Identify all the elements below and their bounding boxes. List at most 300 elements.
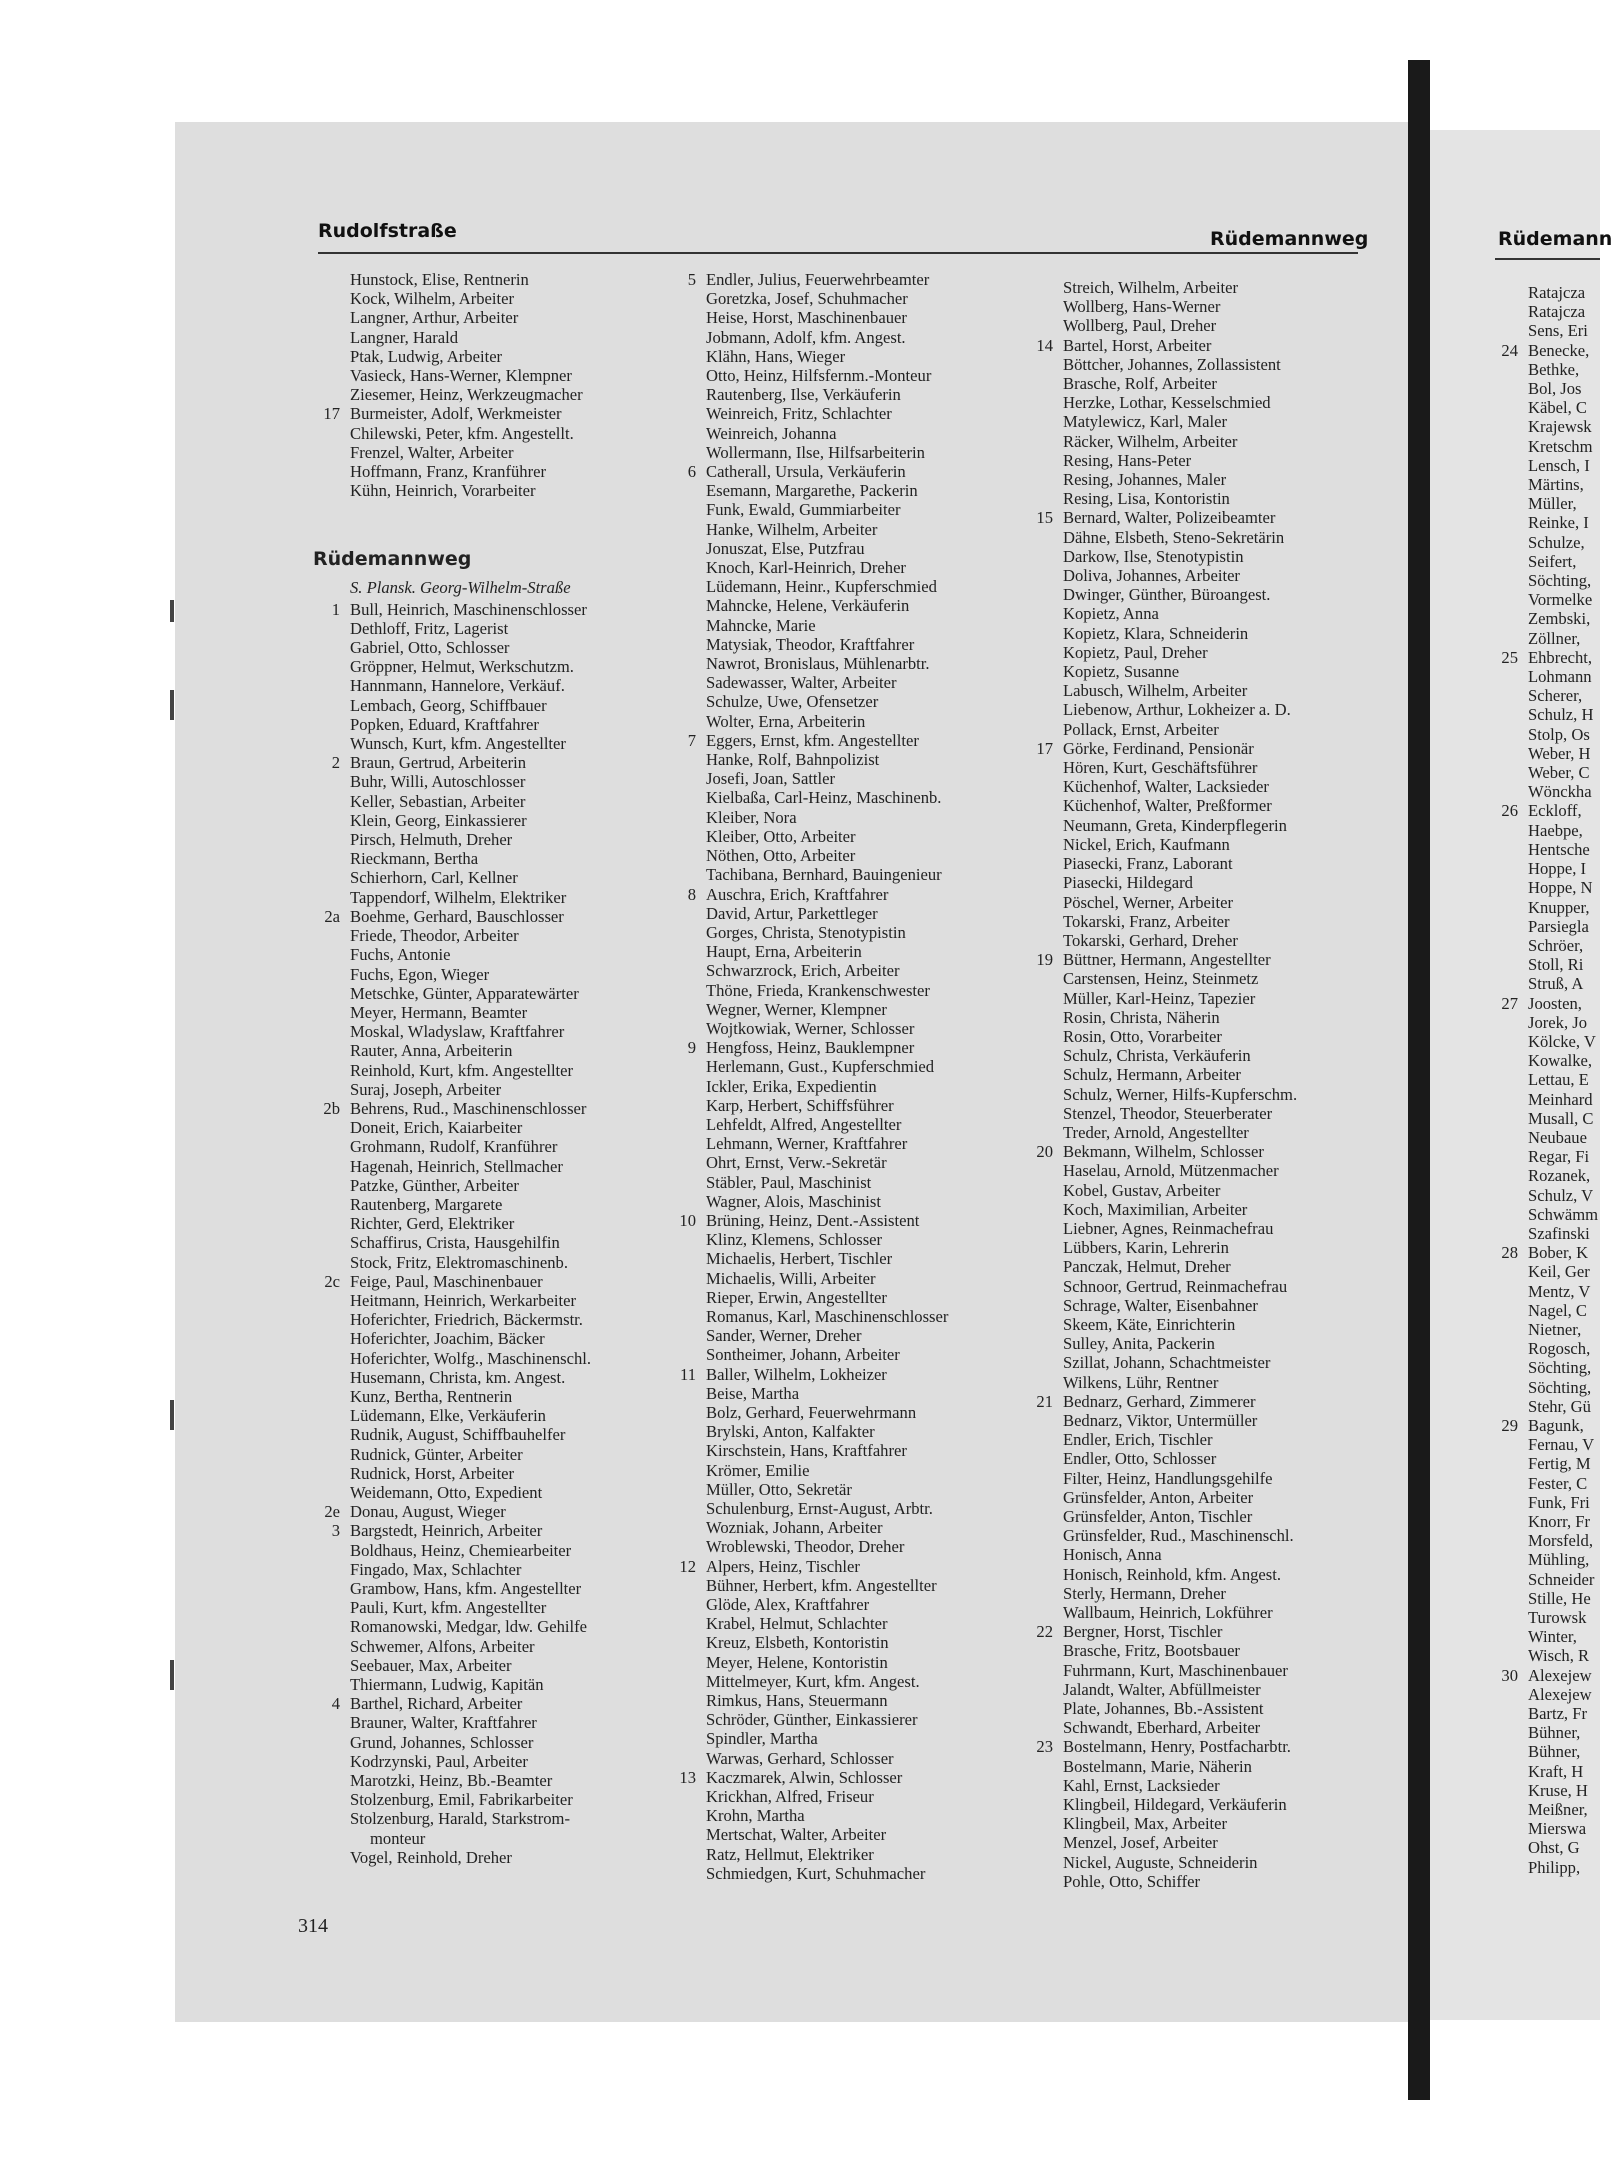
- resident-text: Filter, Heinz, Handlungsgehilfe: [1063, 1468, 1273, 1488]
- directory-entry: [1528, 1454, 1600, 1473]
- resident-text: Eggers, Ernst, kfm. Angestellter: [706, 730, 919, 750]
- directory-entry: [324, 1271, 650, 1291]
- resident-text: Lohmann: [1528, 667, 1592, 687]
- resident-text: Hanke, Wilhelm, Arbeiter: [706, 519, 878, 539]
- resident-text: Käbel, C: [1528, 398, 1587, 418]
- directory-entry: [1063, 1584, 1363, 1603]
- house-number: 30: [1501, 1665, 1518, 1685]
- directory-entry: [1063, 1008, 1363, 1027]
- directory-entry: [687, 730, 1006, 750]
- resident-text: Schwandt, Eberhard, Arbeiter: [1063, 1718, 1261, 1738]
- resident-text: Kopietz, Paul, Dreher: [1063, 642, 1208, 662]
- resident-text: Tokarski, Franz, Arbeiter: [1063, 911, 1230, 931]
- house-number: 25: [1501, 647, 1518, 667]
- directory-entry: [331, 1521, 650, 1541]
- resident-text: Herlemann, Gust., Kupferschmied: [706, 1057, 935, 1077]
- house-number: 22: [1036, 1622, 1053, 1642]
- directory-entry: [706, 558, 1006, 577]
- directory-entry: [350, 1041, 650, 1060]
- resident-text: Chilewski, Peter, kfm. Angestellt.: [350, 423, 574, 443]
- resident-text: Rautenberg, Margarete: [350, 1194, 503, 1214]
- directory-entry: [1528, 1090, 1600, 1109]
- directory-entry: [706, 596, 1006, 615]
- resident-text: Haebpe,: [1528, 820, 1583, 840]
- header-next-page: Rüdemann: [1498, 228, 1612, 250]
- resident-text: Wozniak, Johann, Arbeiter: [706, 1518, 883, 1538]
- directory-entry: [350, 1061, 650, 1080]
- directory-entry: [706, 865, 1006, 884]
- resident-text: Mertschat, Walter, Arbeiter: [706, 1825, 887, 1845]
- resident-text: Kowalke,: [1528, 1051, 1593, 1071]
- directory-entry: [706, 1019, 1006, 1038]
- resident-text: Kielbaßa, Carl-Heinz, Maschinenb.: [706, 788, 942, 808]
- directory-entry: [350, 1541, 650, 1560]
- resident-text: Schröer,: [1528, 935, 1584, 955]
- directory-entry: [1063, 681, 1363, 700]
- resident-text: Kruse, H: [1528, 1780, 1588, 1800]
- resident-text: Müller,: [1528, 494, 1577, 514]
- directory-entry: [350, 1349, 650, 1368]
- resident-text: Müller, Otto, Sekretär: [706, 1479, 852, 1499]
- directory-entry: [350, 811, 650, 830]
- directory-entry: [350, 1790, 650, 1809]
- resident-text: Bekmann, Wilhelm, Schlosser: [1063, 1142, 1264, 1162]
- resident-text: Krabel, Helmut, Schlachter: [706, 1614, 888, 1634]
- directory-entry: [1063, 1661, 1363, 1680]
- directory-entry: [324, 906, 650, 926]
- resident-text: Labusch, Wilhelm, Arbeiter: [1063, 681, 1248, 701]
- resident-text: Kock, Wilhelm, Arbeiter: [350, 289, 515, 309]
- resident-text: Herzke, Lothar, Kesselschmied: [1063, 393, 1271, 413]
- directory-entry: [706, 654, 1006, 673]
- resident-text: Schaffirus, Crista, Hausgehilfin: [350, 1233, 560, 1253]
- resident-text: Kraft, H: [1528, 1761, 1584, 1781]
- house-number: 2b: [323, 1098, 340, 1118]
- directory-entry: [350, 638, 650, 657]
- resident-text: Bostelmann, Henry, Postfacharbtr.: [1063, 1737, 1291, 1757]
- directory-entry: [350, 1080, 650, 1099]
- resident-text: Hoferichter, Friedrich, Bäckermstr.: [350, 1310, 583, 1330]
- directory-entry: [1063, 1565, 1363, 1584]
- directory-entry: [1063, 854, 1363, 873]
- directory-entry: [1036, 1391, 1363, 1411]
- directory-entry: [1528, 571, 1600, 590]
- resident-text: Rudnik, August, Schiffbauhelfer: [350, 1425, 566, 1445]
- resident-text: Wallbaum, Heinrich, Lokführer: [1063, 1603, 1273, 1623]
- directory-entry: [1528, 1128, 1600, 1147]
- directory-entry: [706, 1115, 1006, 1134]
- resident-text: Dähne, Elsbeth, Steno-Sekretärin: [1063, 527, 1285, 547]
- book-gutter: [1408, 60, 1430, 2100]
- directory-entry: [350, 1406, 650, 1425]
- directory-entry: [1528, 1166, 1600, 1185]
- resident-text: Schmiedgen, Kurt, Schuhmacher: [706, 1863, 926, 1883]
- directory-entry: [350, 308, 650, 327]
- directory-entry: [706, 635, 1006, 654]
- resident-text: Hoffmann, Franz, Kranführer: [350, 462, 546, 482]
- directory-entry: [1528, 1205, 1600, 1224]
- directory-entry: [1063, 393, 1363, 412]
- directory-entry: [1063, 873, 1363, 892]
- house-number: 1: [331, 599, 340, 619]
- directory-entry: [1063, 624, 1363, 643]
- directory-entry: [1063, 316, 1363, 335]
- directory-entry: [706, 981, 1006, 1000]
- resident-text: Karp, Herbert, Schiffsführer: [706, 1095, 894, 1115]
- resident-text: Fingado, Max, Schlachter: [350, 1559, 522, 1579]
- resident-text: Bethke,: [1528, 359, 1580, 379]
- directory-entry: [350, 1425, 650, 1444]
- directory-entry: [706, 1537, 1006, 1556]
- resident-text: Ptak, Ludwig, Arbeiter: [350, 346, 503, 366]
- resident-text: Kodrzynski, Paul, Arbeiter: [350, 1751, 528, 1771]
- directory-entry: [706, 1576, 1006, 1595]
- house-number: 23: [1036, 1737, 1053, 1757]
- resident-text: Wollberg, Hans-Werner: [1063, 297, 1221, 317]
- resident-text: Bühner,: [1528, 1723, 1581, 1743]
- directory-entry: [323, 404, 650, 424]
- directory-entry: [706, 308, 1006, 327]
- resident-text: Brasche, Rolf, Arbeiter: [1063, 374, 1217, 394]
- resident-text: Patzke, Günther, Arbeiter: [350, 1175, 519, 1195]
- directory-entry: [1528, 1474, 1600, 1493]
- resident-text: Ohst, G: [1528, 1838, 1580, 1858]
- resident-text: Fuchs, Egon, Wieger: [350, 964, 490, 984]
- resident-text: Rosin, Otto, Vorarbeiter: [1063, 1026, 1222, 1046]
- directory-entry: [350, 1598, 650, 1617]
- resident-text: Stock, Fritz, Elektromaschinenb.: [350, 1252, 568, 1272]
- resident-text: Grünsfelder, Anton, Tischler: [1063, 1507, 1253, 1526]
- directory-entry: [1528, 1608, 1600, 1627]
- directory-entry: [687, 462, 1006, 482]
- resident-text: Brauner, Walter, Kraftfahrer: [350, 1713, 537, 1733]
- directory-entry: [687, 884, 1006, 904]
- directory-entry: [1063, 1430, 1363, 1449]
- directory-entry: [706, 750, 1006, 769]
- resident-text: Mühling,: [1528, 1550, 1590, 1570]
- resident-text: Funk, Ewald, Gummiarbeiter: [706, 500, 901, 520]
- resident-text: Kahl, Ernst, Lacksieder: [1063, 1775, 1220, 1795]
- resident-text: Krömer, Emilie: [706, 1460, 810, 1480]
- house-number: 5: [687, 270, 696, 289]
- resident-text: Sadewasser, Walter, Arbeiter: [706, 673, 897, 693]
- directory-entry: [679, 1767, 1006, 1787]
- resident-text: Hören, Kurt, Geschäftsführer: [1063, 758, 1258, 778]
- house-number: 13: [679, 1767, 696, 1787]
- directory-entry: [1528, 1339, 1600, 1358]
- resident-text: Vasieck, Hans-Werner, Klempner: [350, 366, 572, 386]
- directory-entry: [706, 347, 1006, 366]
- resident-text: Richter, Gerd, Elektriker: [350, 1214, 515, 1234]
- directory-entry: [1063, 470, 1363, 489]
- directory-entry: [1063, 1027, 1363, 1046]
- resident-text: Burmeister, Adolf, Werkmeister: [350, 404, 562, 424]
- directory-entry: [1063, 1161, 1363, 1180]
- directory-entry: [706, 846, 1006, 865]
- resident-text: Lettau, E: [1528, 1070, 1589, 1090]
- resident-text: Alexejew: [1528, 1684, 1592, 1704]
- directory-entry: [1501, 1665, 1600, 1685]
- resident-text: Knorr, Fr: [1528, 1512, 1591, 1531]
- directory-entry: [331, 1694, 650, 1714]
- directory-entry: [706, 539, 1006, 558]
- directory-entry: [1528, 1781, 1600, 1800]
- directory-entry: [1528, 782, 1600, 801]
- resident-text: Rogosch,: [1528, 1339, 1591, 1359]
- directory-entry: [350, 328, 650, 347]
- resident-text: Resing, Johannes, Maler: [1063, 470, 1227, 490]
- resident-text: Küchenhof, Walter, Preßformer: [1063, 796, 1272, 816]
- directory-entry: [706, 1173, 1006, 1192]
- directory-entry: [706, 1230, 1006, 1249]
- directory-entry: [1063, 1085, 1363, 1104]
- resident-text: Rieckmann, Bertha: [350, 849, 479, 869]
- resident-text: Behrens, Rud., Maschinenschlosser: [350, 1098, 587, 1118]
- resident-text: Lehmann, Werner, Kraftfahrer: [706, 1134, 908, 1154]
- directory-entry: [1063, 1257, 1363, 1276]
- directory-entry: [1528, 1358, 1600, 1377]
- directory-entry: [706, 1595, 1006, 1614]
- directory-entry: [680, 1364, 1006, 1384]
- resident-text: Schulz, Werner, Hilfs-Kupferschm.: [1063, 1084, 1298, 1104]
- directory-entry: [350, 1771, 650, 1790]
- resident-text: Rimkus, Hans, Steuermann: [706, 1691, 888, 1711]
- directory-entry: [350, 578, 650, 597]
- directory-entry: [1528, 1224, 1600, 1243]
- directory-entry: [1063, 1123, 1363, 1142]
- column-1: [313, 270, 650, 1867]
- house-number: 17: [1036, 738, 1053, 758]
- house-number: 2c: [324, 1271, 340, 1291]
- resident-text: Schulz, V: [1528, 1185, 1594, 1205]
- resident-text: Nöthen, Otto, Arbeiter: [706, 846, 856, 866]
- directory-entry: [687, 270, 1006, 289]
- directory-entry: [1063, 1046, 1363, 1065]
- house-number: 8: [687, 884, 696, 904]
- directory-entry: [1528, 1301, 1600, 1320]
- resident-text: Otto, Heinz, Hilfsfernm.-Monteur: [706, 366, 932, 386]
- resident-text: Hentsche: [1528, 839, 1590, 859]
- resident-text: Feige, Paul, Maschinenbauer: [350, 1271, 543, 1291]
- resident-text: Schulenburg, Ernst-August, Arbtr.: [706, 1499, 933, 1518]
- directory-entry: [350, 385, 650, 404]
- resident-text: Hoferichter, Wolfg., Maschinenschl.: [350, 1348, 591, 1368]
- resident-text: Thiermann, Ludwig, Kapitän: [350, 1675, 544, 1695]
- directory-entry: [350, 1656, 650, 1675]
- directory-entry: [350, 481, 650, 500]
- resident-text: Ehbrecht,: [1528, 647, 1593, 667]
- resident-text: Klähn, Hans, Wieger: [706, 346, 846, 366]
- directory-entry: [706, 424, 1006, 443]
- directory-entry: [1063, 1853, 1363, 1872]
- resident-text: Ratz, Hellmut, Elektriker: [706, 1844, 874, 1864]
- resident-text: Moskal, Wladyslaw, Kraftfahrer: [350, 1022, 565, 1042]
- directory-entry: [350, 289, 650, 308]
- resident-text: Matysiak, Theodor, Kraftfahrer: [706, 634, 915, 654]
- directory-entry: [706, 366, 1006, 385]
- directory-entry: [1063, 1545, 1363, 1564]
- resident-text: Jorek, Jo: [1528, 1012, 1587, 1032]
- house-number: 19: [1036, 950, 1053, 970]
- resident-text: Michaelis, Herbert, Tischler: [706, 1249, 893, 1269]
- house-number: 11: [680, 1364, 696, 1384]
- directory-entry: [706, 788, 1006, 807]
- resident-text: Bober, K: [1528, 1243, 1589, 1263]
- directory-entry: [1063, 566, 1363, 585]
- resident-text: Mahncke, Helene, Verkäuferin: [706, 596, 910, 616]
- resident-text: Knupper,: [1528, 897, 1590, 917]
- resident-text: Seifert,: [1528, 551, 1577, 571]
- resident-text: Menzel, Josef, Arbeiter: [1063, 1833, 1218, 1853]
- resident-text: Vormelke: [1528, 590, 1593, 610]
- resident-text: Hoppe, I: [1528, 859, 1587, 879]
- section-heading: Rüdemannweg: [313, 548, 472, 571]
- resident-text: Keller, Sebastian, Arbeiter: [350, 791, 526, 811]
- resident-text: Grünsfelder, Anton, Arbeiter: [1063, 1487, 1254, 1507]
- directory-entry: [706, 1153, 1006, 1172]
- resident-text: Bühner, Herbert, kfm. Angestellter: [706, 1575, 937, 1595]
- directory-entry: [1063, 1488, 1363, 1507]
- directory-entry: [1063, 1373, 1363, 1392]
- directory-entry: [706, 1633, 1006, 1652]
- directory-entry: [706, 1710, 1006, 1729]
- header-left: Rudolfstraße: [318, 220, 457, 242]
- directory-entry: [1063, 1641, 1363, 1660]
- resident-text: Grambow, Hans, kfm. Angestellter: [350, 1579, 582, 1598]
- resident-text: Lehfeldt, Alfred, Angestellter: [706, 1114, 902, 1134]
- directory-entry: [1063, 1699, 1363, 1718]
- directory-entry: [706, 769, 1006, 788]
- directory-entry: [1063, 1277, 1363, 1296]
- directory-entry: [1036, 1737, 1363, 1757]
- resident-text: Szafinski: [1528, 1223, 1590, 1243]
- directory-entry: [1528, 302, 1600, 321]
- directory-entry: [706, 1422, 1006, 1441]
- directory-entry: [1063, 912, 1363, 931]
- resident-text: Stolzenburg, Harald, Starkstrom-: [350, 1809, 570, 1829]
- resident-text: Seebauer, Max, Arbeiter: [350, 1655, 512, 1675]
- directory-entry: [1063, 1219, 1363, 1238]
- house-number: 12: [679, 1556, 696, 1576]
- directory-entry: [350, 945, 650, 964]
- resident-text: Brüning, Heinz, Dent.-Assistent: [706, 1210, 920, 1230]
- directory-entry: [1063, 893, 1363, 912]
- resident-text: Rudnick, Horst, Arbeiter: [350, 1463, 515, 1483]
- directory-entry: [350, 926, 650, 945]
- resident-text: Schulze, Uwe, Ofensetzer: [706, 692, 879, 712]
- resident-text: Wojtkowiak, Werner, Schlosser: [706, 1018, 915, 1038]
- directory-entry: [1528, 840, 1600, 859]
- resident-text: Fester, C: [1528, 1473, 1588, 1493]
- resident-text: monteur: [370, 1828, 426, 1848]
- resident-text: Buhr, Willi, Autoschlosser: [350, 772, 526, 792]
- directory-entry: [706, 1787, 1006, 1806]
- directory-entry: [1528, 283, 1600, 302]
- directory-entry: [350, 830, 650, 849]
- resident-text: Barthel, Richard, Arbeiter: [350, 1694, 523, 1714]
- resident-text: Kobel, Gustav, Arbeiter: [1063, 1180, 1221, 1200]
- directory-entry: [706, 1249, 1006, 1268]
- directory-entry: [1528, 859, 1600, 878]
- directory-entry: [1528, 494, 1600, 513]
- directory-entry: [1528, 1493, 1600, 1512]
- resident-text: Jonuszat, Else, Putzfrau: [706, 538, 865, 558]
- resident-text: Kaczmarek, Alwin, Schlosser: [706, 1767, 903, 1787]
- directory-entry: [1528, 1838, 1600, 1857]
- resident-text: Goretzka, Josef, Schuhmacher: [706, 289, 908, 309]
- resident-text: Funk, Fri: [1528, 1492, 1590, 1512]
- directory-entry: [1063, 297, 1363, 316]
- directory-entry: [1063, 1718, 1363, 1737]
- resident-text: Wolter, Erna, Arbeiterin: [706, 711, 866, 731]
- resident-text: Stille, He: [1528, 1588, 1591, 1608]
- resident-text: Kopietz, Klara, Schneiderin: [1063, 623, 1249, 643]
- directory-entry: [706, 443, 1006, 462]
- directory-entry: [350, 1233, 650, 1252]
- directory-entry: [350, 443, 650, 462]
- resident-text: Söchting,: [1528, 1377, 1592, 1397]
- directory-entry: [706, 1729, 1006, 1748]
- resident-text: Haupt, Erna, Arbeiterin: [706, 942, 862, 962]
- resident-text: Ohrt, Ernst, Verw.-Sekretär: [706, 1153, 887, 1173]
- resident-text: Skeem, Käte, Einrichterin: [1063, 1314, 1236, 1334]
- directory-entry: [350, 270, 650, 289]
- resident-text: Winter,: [1528, 1627, 1577, 1647]
- directory-entry: [350, 849, 650, 868]
- resident-text: Knoch, Karl-Heinrich, Dreher: [706, 558, 906, 578]
- directory-entry: [350, 888, 650, 907]
- directory-entry: [1063, 1449, 1363, 1468]
- directory-entry: [1528, 1570, 1600, 1589]
- resident-text: Bartel, Horst, Arbeiter: [1063, 335, 1212, 355]
- resident-text: Honisch, Anna: [1063, 1545, 1162, 1565]
- resident-text: Klingbeil, Max, Arbeiter: [1063, 1814, 1228, 1834]
- directory-entry: [1063, 1353, 1363, 1372]
- resident-text: Schulze,: [1528, 532, 1585, 552]
- resident-text: Wollberg, Paul, Dreher: [1063, 316, 1217, 336]
- house-number: 14: [1036, 335, 1053, 355]
- directory-entry: [350, 868, 650, 887]
- resident-text: Suraj, Joseph, Arbeiter: [350, 1079, 502, 1099]
- directory-entry: [1528, 974, 1600, 993]
- directory-entry: [350, 1387, 650, 1406]
- resident-text: Kleiber, Nora: [706, 807, 797, 827]
- resident-text: Grohmann, Rudolf, Kranführer: [350, 1137, 558, 1157]
- directory-entry: [350, 1464, 650, 1483]
- resident-text: Bednarz, Viktor, Untermüller: [1063, 1410, 1258, 1430]
- resident-text: Endler, Otto, Schlosser: [1063, 1449, 1217, 1469]
- resident-text: Gröppner, Helmut, Werkschutzm.: [350, 657, 574, 677]
- directory-entry: [350, 1848, 650, 1867]
- resident-text: Büttner, Hermann, Angestellter: [1063, 950, 1271, 970]
- resident-text: Söchting,: [1528, 571, 1592, 591]
- resident-text: Kühn, Heinrich, Vorarbeiter: [350, 481, 536, 501]
- resident-text: Fuchs, Antonie: [350, 945, 451, 965]
- resident-text: Hunstock, Elise, Rentnerin: [350, 270, 529, 289]
- directory-entry: [1063, 989, 1363, 1008]
- resident-text: Bartz, Fr: [1528, 1704, 1587, 1724]
- resident-text: Bol, Jos: [1528, 379, 1582, 399]
- resident-text: Pollack, Ernst, Arbeiter: [1063, 719, 1219, 739]
- directory-entry: [1528, 1646, 1600, 1665]
- resident-text: Matylewicz, Karl, Maler: [1063, 412, 1228, 432]
- directory-entry: [706, 827, 1006, 846]
- house-number: 15: [1036, 508, 1053, 528]
- resident-text: David, Artur, Parkettleger: [706, 903, 878, 923]
- directory-entry: [350, 1176, 650, 1195]
- directory-entry: [706, 673, 1006, 692]
- resident-text: Grund, Johannes, Schlosser: [350, 1732, 534, 1752]
